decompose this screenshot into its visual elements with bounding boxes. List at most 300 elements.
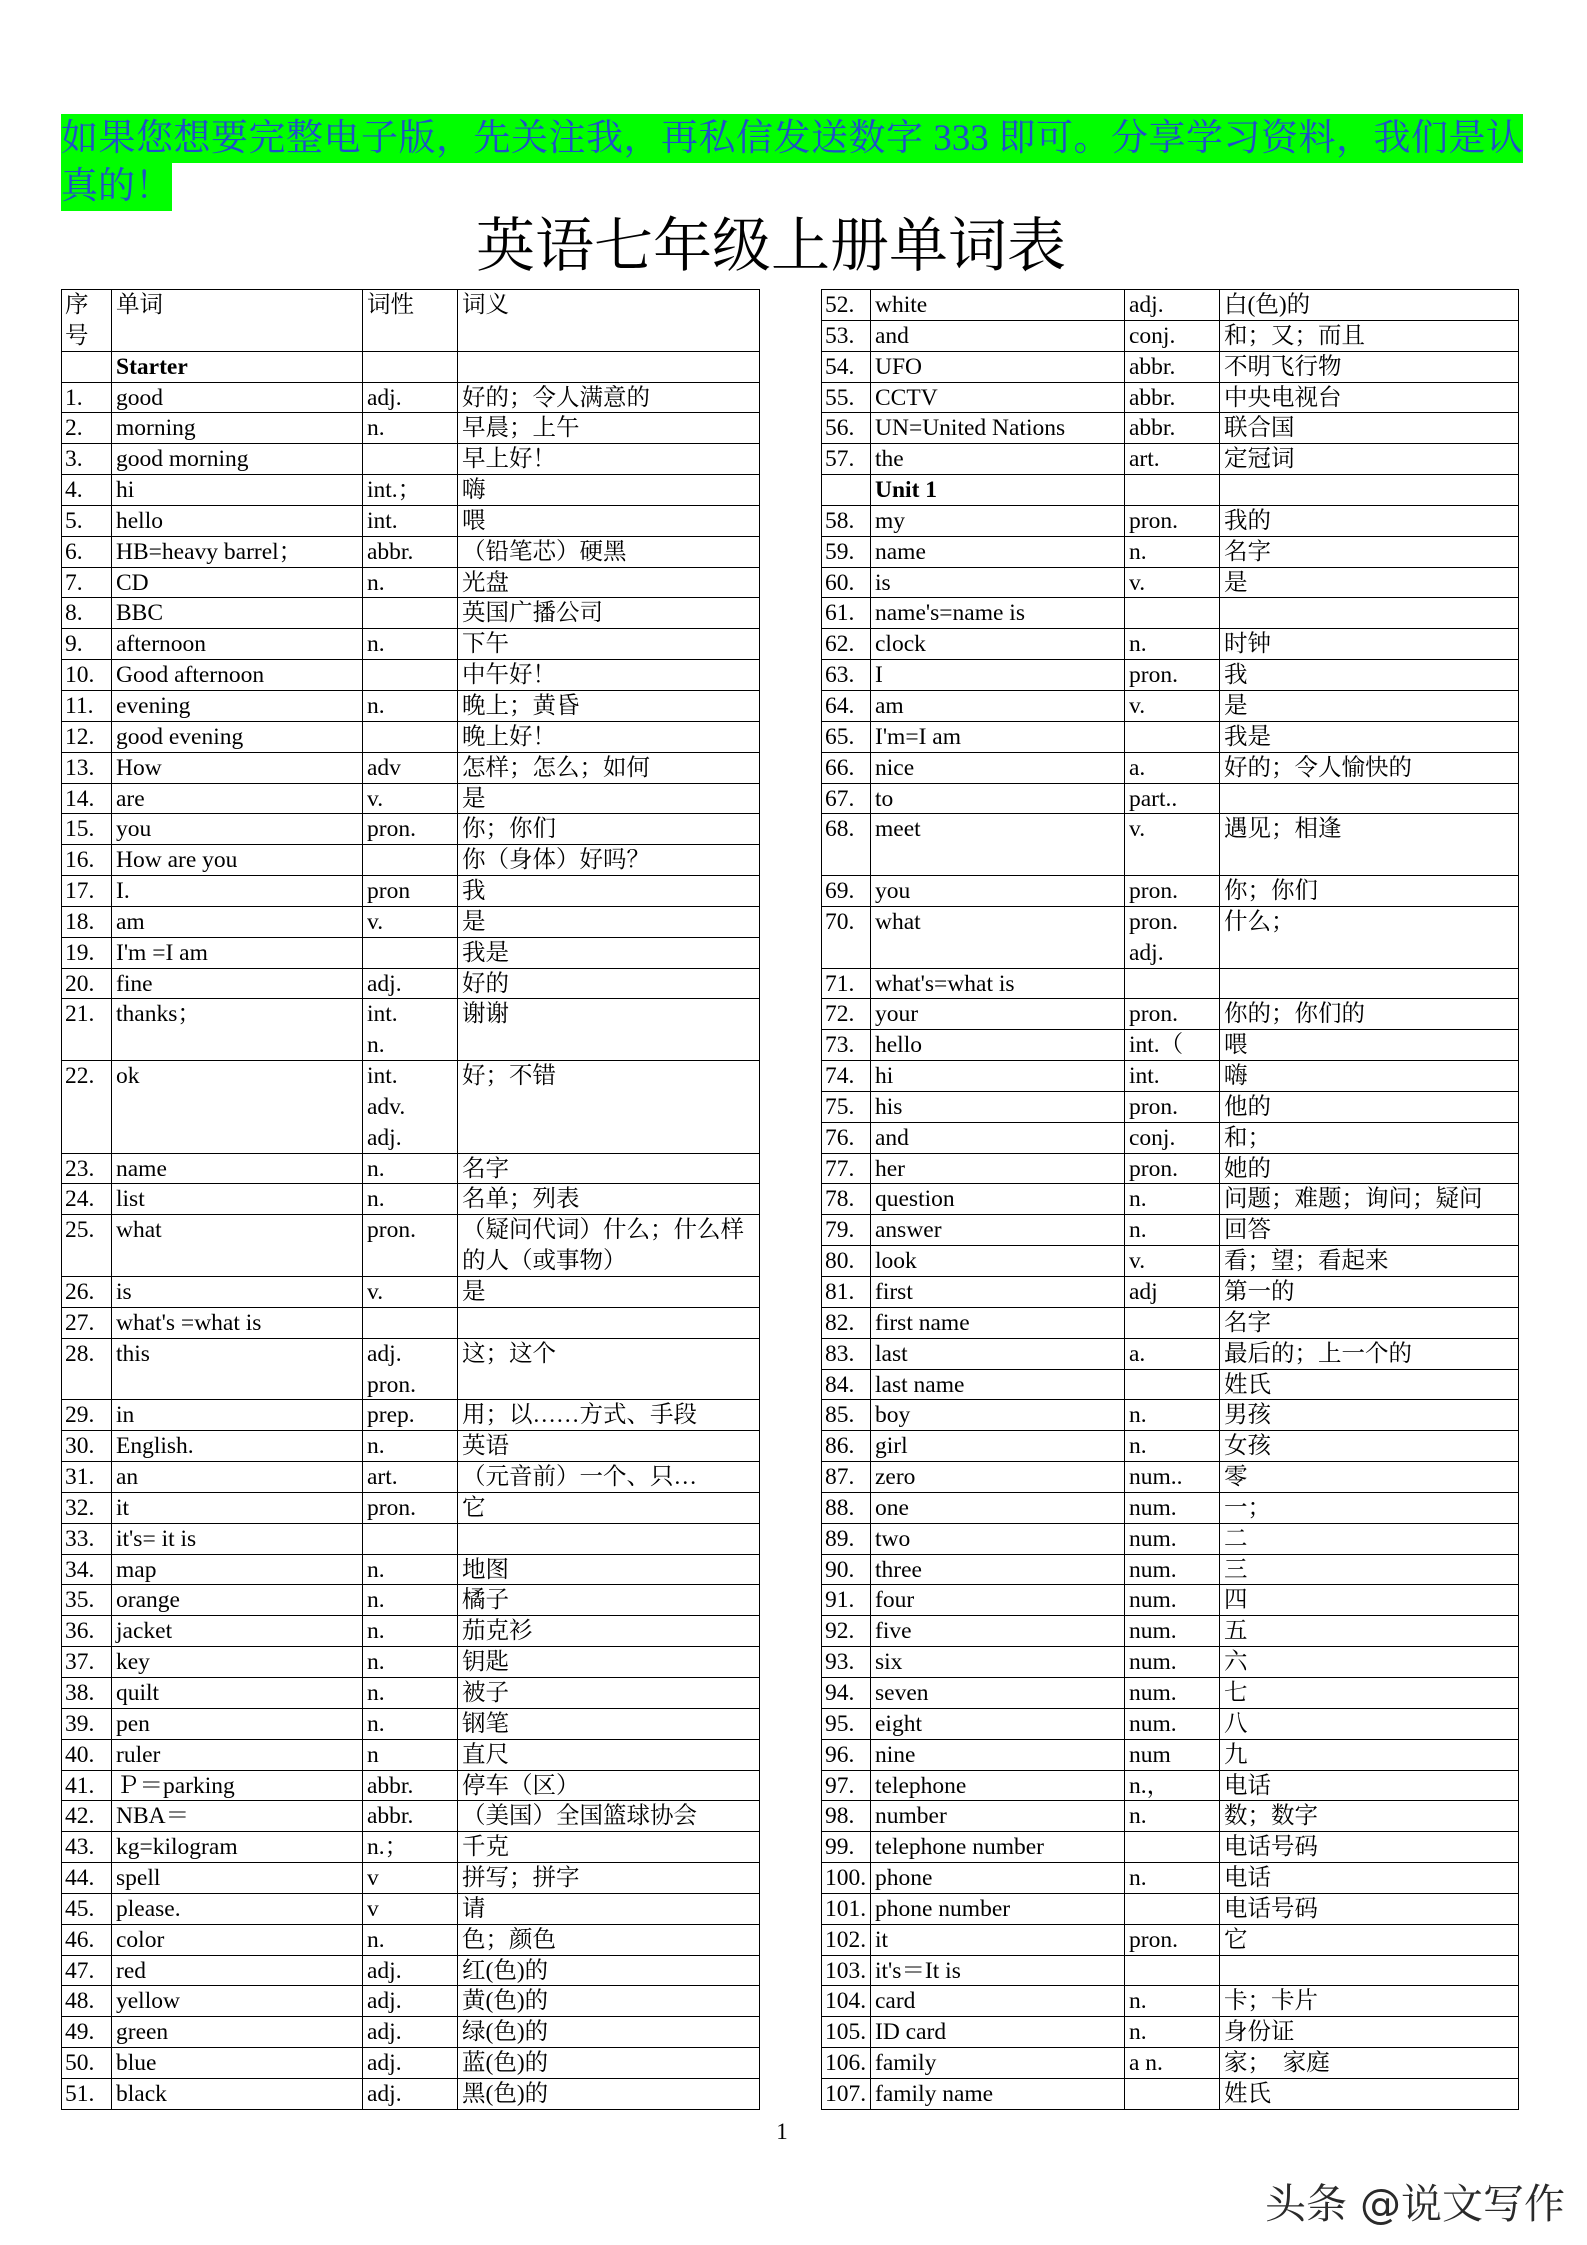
cell-word: and [871, 1123, 1125, 1154]
cell-part-of-speech: a. [1125, 753, 1220, 784]
cell-number: 91. [822, 1585, 871, 1616]
table-row [822, 2048, 1519, 2079]
cell-word: his [871, 1092, 1125, 1123]
cell-number: 41. [62, 1771, 112, 1802]
cell-part-of-speech: n. [363, 1431, 458, 1462]
cell-word: name [112, 1154, 363, 1185]
cell-number: 68. [822, 814, 871, 876]
cell-part-of-speech [1125, 1832, 1220, 1863]
cell-part-of-speech [1125, 969, 1220, 1000]
cell-number: 23. [62, 1154, 112, 1185]
cell-part-of-speech: v [363, 1863, 458, 1894]
cell-number: 50. [62, 2048, 112, 2079]
header-number-label: 序号 [65, 292, 89, 349]
table-row [822, 1925, 1519, 1956]
cell-meaning: 看；望；看起来 [1220, 1246, 1519, 1277]
cell-word: thanks； [112, 999, 363, 1061]
cell-meaning: 中午好！ [458, 660, 760, 691]
cell-part-of-speech: pron. [1125, 1092, 1220, 1123]
cell-part-of-speech [363, 352, 458, 383]
cell-part-of-speech: v. [1125, 814, 1220, 876]
cell-part-of-speech: art. [363, 1462, 458, 1493]
cell-meaning: 回答 [1220, 1215, 1519, 1246]
cell-number: 16. [62, 845, 112, 876]
cell-meaning: 七 [1220, 1678, 1519, 1709]
cell-part-of-speech: v [363, 1894, 458, 1925]
table-row [822, 1986, 1519, 2017]
cell-word: nice [871, 753, 1125, 784]
cell-number: 78. [822, 1184, 871, 1215]
cell-number: 52. [822, 290, 871, 321]
cell-meaning: 这；这个 [458, 1339, 760, 1401]
cell-number: 54. [822, 352, 871, 383]
cell-meaning: 好的；令人愉快的 [1220, 753, 1519, 784]
cell-word: afternoon [112, 629, 363, 660]
table-row [62, 1616, 760, 1647]
table-row [62, 969, 760, 1000]
table-header-row [62, 290, 760, 352]
cell-word: black [112, 2079, 363, 2110]
table-row [62, 1061, 760, 1154]
cell-word: quilt [112, 1678, 363, 1709]
cell-word: UN=United Nations [871, 413, 1125, 444]
cell-meaning: 定冠词 [1220, 444, 1519, 475]
cell-meaning: 你的；你们的 [1220, 999, 1519, 1030]
cell-number: 39. [62, 1709, 112, 1740]
cell-number: 36. [62, 1616, 112, 1647]
table-row [822, 537, 1519, 568]
cell-meaning: 嗨 [1220, 1061, 1519, 1092]
cell-part-of-speech: abbr. [363, 537, 458, 568]
cell-word: good [112, 383, 363, 414]
cell-meaning: 钥匙 [458, 1647, 760, 1678]
cell-part-of-speech [363, 845, 458, 876]
table-row [822, 907, 1519, 969]
table-row [822, 413, 1519, 444]
cell-number: 51. [62, 2079, 112, 2110]
cell-part-of-speech: adj. [363, 1956, 458, 1987]
table-row [62, 383, 760, 414]
cell-word: number [871, 1801, 1125, 1832]
cell-number: 12. [62, 722, 112, 753]
cell-meaning: 下午 [458, 629, 760, 660]
cell-number: 73. [822, 1030, 871, 1061]
cell-word: name's=name is [871, 598, 1125, 629]
cell-meaning: 我的 [1220, 506, 1519, 537]
cell-part-of-speech: v. [1125, 691, 1220, 722]
cell-part-of-speech: v. [363, 907, 458, 938]
cell-part-of-speech [363, 444, 458, 475]
table-row [62, 1184, 760, 1215]
cell-meaning: 是 [458, 784, 760, 815]
table-row [822, 691, 1519, 722]
cell-number: 45. [62, 1894, 112, 1925]
table-row [822, 2079, 1519, 2110]
cell-meaning: 姓氏 [1220, 2079, 1519, 2110]
cell-word: I'm =I am [112, 938, 363, 969]
cell-number: 104. [822, 1986, 871, 2017]
table-row [822, 598, 1519, 629]
cell-word: in [112, 1400, 363, 1431]
cell-part-of-speech: abbr. [1125, 352, 1220, 383]
table-row [822, 629, 1519, 660]
cell-word: her [871, 1154, 1125, 1185]
cell-part-of-speech: n. [1125, 1863, 1220, 1894]
cell-meaning: 用；以……方式、手段 [458, 1400, 760, 1431]
cell-meaning: 三 [1220, 1555, 1519, 1586]
cell-part-of-speech: n. [363, 691, 458, 722]
cell-meaning: 橘子 [458, 1585, 760, 1616]
table-row [62, 1740, 760, 1771]
cell-part-of-speech [1125, 475, 1220, 506]
cell-word: my [871, 506, 1125, 537]
cell-meaning: 最后的；上一个的 [1220, 1339, 1519, 1370]
cell-word: CCTV [871, 383, 1125, 414]
vocab-table-right [821, 289, 1519, 2110]
table-row [822, 2017, 1519, 2048]
cell-part-of-speech: adj. [363, 2017, 458, 2048]
cell-word: UFO [871, 352, 1125, 383]
cell-meaning: 请 [458, 1894, 760, 1925]
page-number: 1 [776, 2119, 788, 2144]
table-row [62, 1986, 760, 2017]
cell-meaning: 红(色)的 [458, 1956, 760, 1987]
table-row [62, 506, 760, 537]
cell-part-of-speech [363, 1524, 458, 1555]
cell-word: am [871, 691, 1125, 722]
table-row [822, 383, 1519, 414]
cell-part-of-speech [1125, 722, 1220, 753]
cell-word: English. [112, 1431, 363, 1462]
cell-part-of-speech: int. [1125, 1061, 1220, 1092]
table-row [822, 1370, 1519, 1401]
cell-part-of-speech: n.； [363, 1832, 458, 1863]
cell-number: 64. [822, 691, 871, 722]
cell-number: 100. [822, 1863, 871, 1894]
table-row [822, 290, 1519, 321]
cell-number: 53. [822, 321, 871, 352]
page-title: 英语七年级上册单词表 [476, 213, 1067, 279]
cell-number: 32. [62, 1493, 112, 1524]
cell-number: 72. [822, 999, 871, 1030]
cell-part-of-speech: pron. [1125, 876, 1220, 907]
cell-number: 24. [62, 1184, 112, 1215]
cell-number [62, 352, 112, 383]
cell-word: orange [112, 1585, 363, 1616]
cell-meaning: 名单；列表 [458, 1184, 760, 1215]
cell-number: 62. [822, 629, 871, 660]
table-row [62, 2079, 760, 2110]
table-row [822, 568, 1519, 599]
table-row [62, 1462, 760, 1493]
table-row [822, 1585, 1519, 1616]
cell-part-of-speech: pron. [1125, 1154, 1220, 1185]
cell-meaning: 名字 [1220, 1308, 1519, 1339]
cell-part-of-speech: n. [1125, 1400, 1220, 1431]
cell-meaning: 我 [1220, 660, 1519, 691]
cell-meaning: 晚上好！ [458, 722, 760, 753]
cell-number: 90. [822, 1555, 871, 1586]
cell-part-of-speech: abbr. [1125, 413, 1220, 444]
table-row [62, 1493, 760, 1524]
table-row [822, 814, 1519, 876]
table-row [822, 1771, 1519, 1802]
cell-part-of-speech: prep. [363, 1400, 458, 1431]
cell-part-of-speech: int.（ [1125, 1030, 1220, 1061]
cell-word: How are you [112, 845, 363, 876]
cell-meaning: 被子 [458, 1678, 760, 1709]
table-row [62, 814, 760, 845]
cell-word: nine [871, 1740, 1125, 1771]
cell-meaning: 零 [1220, 1462, 1519, 1493]
cell-part-of-speech: n. [1125, 629, 1220, 660]
cell-word: are [112, 784, 363, 815]
cell-part-of-speech: n. [363, 1616, 458, 1647]
cell-meaning: 好的；令人满意的 [458, 383, 760, 414]
table-row [822, 1709, 1519, 1740]
cell-number: 13. [62, 753, 112, 784]
cell-word: Ｐ＝parking [112, 1771, 363, 1802]
table-row [822, 1154, 1519, 1185]
cell-number: 96. [822, 1740, 871, 1771]
cell-number: 58. [822, 506, 871, 537]
cell-meaning [1220, 475, 1519, 506]
cell-part-of-speech: adj. [363, 383, 458, 414]
cell-number: 7. [62, 568, 112, 599]
cell-number: 80. [822, 1246, 871, 1277]
cell-word: good morning [112, 444, 363, 475]
cell-word: white [871, 290, 1125, 321]
cell-number: 48. [62, 1986, 112, 2017]
cell-meaning: 钢笔 [458, 1709, 760, 1740]
cell-part-of-speech [363, 938, 458, 969]
cell-meaning: 嗨 [458, 475, 760, 506]
cell-word: phone [871, 1863, 1125, 1894]
cell-part-of-speech: abbr. [363, 1771, 458, 1802]
cell-number: 85. [822, 1400, 871, 1431]
cell-meaning: 白(色)的 [1220, 290, 1519, 321]
cell-part-of-speech [363, 1308, 458, 1339]
cell-part-of-speech: n. [1125, 1431, 1220, 1462]
table-row [822, 1956, 1519, 1987]
cell-word: hello [112, 506, 363, 537]
cell-part-of-speech: int. n. [363, 999, 458, 1061]
cell-meaning: 你；你们 [1220, 876, 1519, 907]
table-row [62, 1832, 760, 1863]
table-row [62, 1555, 760, 1586]
cell-word: list [112, 1184, 363, 1215]
cell-number: 107. [822, 2079, 871, 2110]
cell-word: I. [112, 876, 363, 907]
cell-word: last name [871, 1370, 1125, 1401]
cell-number: 99. [822, 1832, 871, 1863]
table-row [62, 1308, 760, 1339]
cell-word: five [871, 1616, 1125, 1647]
cell-number: 69. [822, 876, 871, 907]
table-row [822, 876, 1519, 907]
header-number [62, 290, 112, 352]
cell-part-of-speech: num. [1125, 1524, 1220, 1555]
cell-word: clock [871, 629, 1125, 660]
cell-number: 61. [822, 598, 871, 629]
cell-word: NBA＝ [112, 1801, 363, 1832]
cell-number: 33. [62, 1524, 112, 1555]
cell-number: 10. [62, 660, 112, 691]
cell-part-of-speech [1125, 1956, 1220, 1987]
cell-number: 56. [822, 413, 871, 444]
cell-meaning: 千克 [458, 1832, 760, 1863]
table-row [822, 722, 1519, 753]
cell-meaning: 电话号码 [1220, 1894, 1519, 1925]
table-row [822, 1308, 1519, 1339]
cell-number: 1. [62, 383, 112, 414]
cell-word: boy [871, 1400, 1125, 1431]
cell-number: 47. [62, 1956, 112, 1987]
cell-number: 103. [822, 1956, 871, 1987]
cell-part-of-speech: n. [363, 1154, 458, 1185]
table-row [822, 1740, 1519, 1771]
cell-part-of-speech: n. [1125, 1184, 1220, 1215]
cell-word: ID card [871, 2017, 1125, 2048]
cell-meaning: 电话 [1220, 1863, 1519, 1894]
table-row [62, 1277, 760, 1308]
cell-meaning: 卡；卡片 [1220, 1986, 1519, 2017]
cell-meaning: 直尺 [458, 1740, 760, 1771]
cell-number: 40. [62, 1740, 112, 1771]
cell-number: 15. [62, 814, 112, 845]
cell-word: six [871, 1647, 1125, 1678]
cell-meaning: 女孩 [1220, 1431, 1519, 1462]
table-row [62, 1956, 760, 1987]
cell-number: 35. [62, 1585, 112, 1616]
cell-word: what [871, 907, 1125, 969]
table-row [822, 1524, 1519, 1555]
cell-meaning: 电话号码 [1220, 1832, 1519, 1863]
table-row [62, 1585, 760, 1616]
cell-number: 20. [62, 969, 112, 1000]
cell-word: what's =what is [112, 1308, 363, 1339]
cell-word: color [112, 1925, 363, 1956]
cell-meaning: 男孩 [1220, 1400, 1519, 1431]
cell-word: what's=what is [871, 969, 1125, 1000]
cell-word: zero [871, 1462, 1125, 1493]
cell-part-of-speech: num. [1125, 1493, 1220, 1524]
cell-meaning: 是 [458, 907, 760, 938]
cell-meaning [1220, 969, 1519, 1000]
cell-number: 42. [62, 1801, 112, 1832]
table-row [822, 1555, 1519, 1586]
cell-word: good evening [112, 722, 363, 753]
cell-word: key [112, 1647, 363, 1678]
cell-number: 44. [62, 1863, 112, 1894]
cell-number: 79. [822, 1215, 871, 1246]
cell-meaning: 她的 [1220, 1154, 1519, 1185]
cell-word: BBC [112, 598, 363, 629]
cell-part-of-speech [1125, 598, 1220, 629]
cell-word: am [112, 907, 363, 938]
cell-word: ok [112, 1061, 363, 1154]
header-part-of-speech: 词性 [363, 290, 458, 352]
vocab-table-left [61, 289, 760, 2110]
cell-word: look [871, 1246, 1125, 1277]
cell-part-of-speech: num. [1125, 1585, 1220, 1616]
table-row [62, 1678, 760, 1709]
cell-number: 31. [62, 1462, 112, 1493]
cell-part-of-speech: pron [363, 876, 458, 907]
cell-number: 17. [62, 876, 112, 907]
table-row [822, 1246, 1519, 1277]
cell-word: hello [871, 1030, 1125, 1061]
cell-word: seven [871, 1678, 1125, 1709]
cell-word: it [871, 1925, 1125, 1956]
cell-number: 25. [62, 1215, 112, 1277]
cell-number: 34. [62, 1555, 112, 1586]
table-row [62, 598, 760, 629]
cell-part-of-speech: int.； [363, 475, 458, 506]
table-row [62, 845, 760, 876]
cell-part-of-speech: num. [1125, 1678, 1220, 1709]
cell-number: 19. [62, 938, 112, 969]
cell-meaning: 二 [1220, 1524, 1519, 1555]
cell-number: 101. [822, 1894, 871, 1925]
cell-meaning: 色；颜色 [458, 1925, 760, 1956]
cell-word: first [871, 1277, 1125, 1308]
table-row [822, 1678, 1519, 1709]
table-row [822, 1832, 1519, 1863]
cell-meaning: 它 [458, 1493, 760, 1524]
cell-part-of-speech: int. adv. adj. [363, 1061, 458, 1154]
cell-word: the [871, 444, 1125, 475]
cell-meaning: 九 [1220, 1740, 1519, 1771]
cell-word: first name [871, 1308, 1125, 1339]
cell-part-of-speech: int. [363, 506, 458, 537]
cell-part-of-speech [1125, 2079, 1220, 2110]
cell-part-of-speech: pron. [1125, 999, 1220, 1030]
cell-word: hi [112, 475, 363, 506]
cell-number: 77. [822, 1154, 871, 1185]
table-row [62, 1709, 760, 1740]
cell-number: 22. [62, 1061, 112, 1154]
cell-meaning: （元音前）一个、只… [458, 1462, 760, 1493]
promo-banner-text: 如果您想要完整电子版，先关注我，再私信发送数字 333 即可。分享学习资料，我们是认真的！ [61, 114, 1523, 211]
table-row [822, 1215, 1519, 1246]
table-row [62, 475, 760, 506]
cell-part-of-speech: adj. [363, 969, 458, 1000]
table-row [822, 1801, 1519, 1832]
cell-number: 76. [822, 1123, 871, 1154]
table-row [62, 784, 760, 815]
table-row [62, 1215, 760, 1277]
cell-meaning: （铅笔芯）硬黑 [458, 537, 760, 568]
cell-meaning: 中央电视台 [1220, 383, 1519, 414]
cell-word: you [112, 814, 363, 845]
cell-word: last [871, 1339, 1125, 1370]
cell-word: hi [871, 1061, 1125, 1092]
cell-number: 106. [822, 2048, 871, 2079]
cell-meaning: 我是 [458, 938, 760, 969]
cell-part-of-speech: n. [363, 1555, 458, 1586]
cell-meaning: 晚上；黄昏 [458, 691, 760, 722]
table-row [822, 1462, 1519, 1493]
cell-word: phone number [871, 1894, 1125, 1925]
table-row [62, 2048, 760, 2079]
cell-word: meet [871, 814, 1125, 876]
cell-meaning: 蓝(色)的 [458, 2048, 760, 2079]
cell-part-of-speech: num. [1125, 1647, 1220, 1678]
cell-word: what [112, 1215, 363, 1277]
cell-meaning: 早上好！ [458, 444, 760, 475]
cell-number: 98. [822, 1801, 871, 1832]
